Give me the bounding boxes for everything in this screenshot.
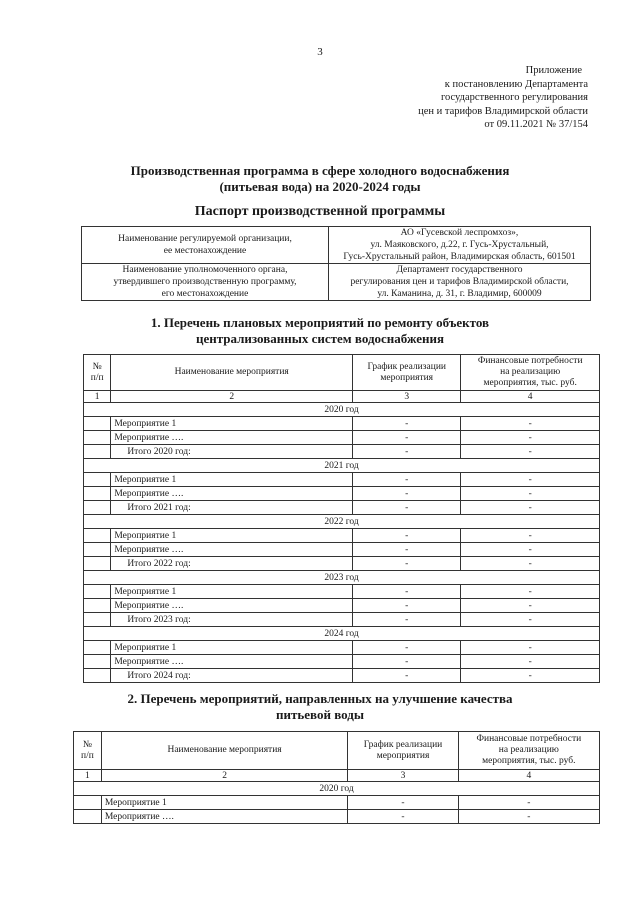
row-num [84,417,111,431]
total-row [84,501,600,515]
table-header-row [74,732,600,770]
row-num [84,473,111,487]
header-name: Наименование мероприятия [101,732,347,770]
row-num [84,487,111,501]
row-name: Мероприятие …. [111,487,353,501]
passport-label-line: ее местонахождение [163,246,247,256]
row-schedule: - [353,417,461,431]
appendix-line: к постановлению Департамента [444,78,588,90]
row-name: Итого 2022 год: [111,557,353,571]
section1-title [0,315,640,347]
document-title-line: Производственная программа в сфере холодного водоснабжения [130,163,510,178]
row-finance: - [461,529,600,543]
row-schedule: - [353,501,461,515]
row-schedule: - [353,529,461,543]
row-schedule: - [353,431,461,445]
row-finance: - [461,543,600,557]
row-num [84,501,111,515]
passport-label-line: Наименование регулируемой организации, [118,234,292,244]
row-name: Мероприятие 1 [111,529,353,543]
passport-heading: Паспорт производственной программы [194,204,446,219]
header-num-line: № [92,361,102,372]
row-name: Мероприятие 1 [111,417,353,431]
page-number: 3 [317,46,323,58]
row-name: Итого 2023 год: [111,613,353,627]
row-schedule: - [353,585,461,599]
row-schedule: - [353,641,461,655]
row-num [84,599,111,613]
year-label: 2020 год [84,403,600,417]
table-row [84,473,600,487]
row-finance: - [461,585,600,599]
appendix-line: Приложение [525,65,582,76]
passport-value [329,227,591,264]
table-row [84,543,600,557]
row-finance: - [461,655,600,669]
table-row [84,655,600,669]
passport-value-line: Департамент государственного [396,265,523,275]
passport-label-line: утвердившего производственную программу, [113,277,297,287]
document-title-line: (питьевая вода) на 2020-2024 годы [219,179,421,194]
row-schedule: - [353,473,461,487]
section2-title [0,691,640,723]
column-index: 1 [74,770,102,782]
header-finance [458,732,599,770]
appendix-line: цен и тарифов Владимирской области [418,105,588,117]
row-finance: - [461,487,600,501]
row-name: Мероприятие 1 [111,473,353,487]
header-num [84,355,111,391]
column-index-row [74,770,600,782]
row-num [74,810,102,824]
row-finance: - [461,417,600,431]
row-name: Мероприятие …. [111,431,353,445]
header-finance-line: Финансовые потребности [476,734,582,744]
passport-label-line: Наименование уполномоченного органа, [122,265,288,275]
table-row [74,796,600,810]
passport-value-line: АО «Гусевской леспромхоз», [400,228,519,238]
column-index: 4 [458,770,599,782]
header-schedule-line: График реализации [367,361,446,372]
header-name: Наименование мероприятия [111,355,353,391]
table-row [84,599,600,613]
row-num [74,796,102,810]
passport-label [82,227,329,264]
year-label: 2023 год [84,571,600,585]
table-row [74,810,600,824]
passport-label-line: его местонахождение [161,289,249,299]
header-schedule-line: мероприятия [380,372,434,383]
row-finance: - [461,501,600,515]
row-name: Мероприятие …. [111,543,353,557]
year-row [84,459,600,473]
row-schedule: - [353,557,461,571]
row-name: Мероприятие 1 [101,796,347,810]
table-row [84,585,600,599]
year-label: 2021 год [84,459,600,473]
column-index: 2 [101,770,347,782]
row-schedule: - [353,445,461,459]
passport-row [82,264,591,301]
row-finance: - [461,473,600,487]
year-label: 2022 год [84,515,600,529]
total-row [84,669,600,683]
row-finance: - [461,431,600,445]
row-finance: - [461,599,600,613]
row-name: Мероприятие 1 [111,641,353,655]
year-row [84,403,600,417]
passport-value-line: Гусь-Хрустальный район, Владимирская область, 601501 [343,252,576,262]
header-finance-line: Финансовые потребности [477,356,583,366]
row-finance: - [458,796,599,810]
table-row [84,487,600,501]
year-row [74,782,600,796]
row-name: Итого 2021 год: [111,501,353,515]
passport-label [82,264,329,301]
row-name: Итого 2024 год: [111,669,353,683]
year-row [84,515,600,529]
appendix-line: от 09.11.2021 № 37/154 [484,119,588,130]
column-index: 2 [111,391,353,403]
row-num [84,445,111,459]
header-num [74,732,102,770]
column-index: 4 [461,391,600,403]
row-schedule: - [353,543,461,557]
column-index-row [84,391,600,403]
section2-title-line: 2. Перечень мероприятий, направленных на улучшение качества [127,691,513,706]
section1-title-line: 1. Перечень плановых мероприятий по ремонту объектов [150,315,490,330]
header-schedule-line: мероприятия [376,750,430,761]
section1-title-line: централизованных систем водоснабжения [195,331,445,346]
row-name: Мероприятие …. [111,599,353,613]
row-name: Итого 2020 год: [111,445,353,459]
header-schedule [353,355,461,391]
year-row [84,571,600,585]
row-finance: - [461,445,600,459]
row-num [84,543,111,557]
header-num-line: п/п [81,750,94,761]
header-finance-line: на реализацию [500,367,561,377]
year-label: 2020 год [74,782,600,796]
row-num [84,431,111,445]
row-num [84,613,111,627]
row-schedule: - [353,613,461,627]
header-finance-line: мероприятия, тыс. руб. [483,378,577,388]
row-finance: - [461,557,600,571]
row-name: Мероприятие …. [101,810,347,824]
row-schedule: - [353,599,461,613]
column-index: 3 [353,391,461,403]
passport-value [329,264,591,301]
row-finance: - [461,641,600,655]
row-num [84,641,111,655]
total-row [84,557,600,571]
table-row [84,431,600,445]
row-num [84,557,111,571]
row-schedule: - [348,810,458,824]
column-index: 1 [84,391,111,403]
row-schedule: - [353,487,461,501]
table-header-row [84,355,600,391]
passport-value-line: регулирования цен и тарифов Владимирской области, [350,277,569,287]
row-schedule: - [353,655,461,669]
header-num-line: № [82,739,92,750]
appendix-block [418,64,588,132]
header-finance-line: на реализацию [498,745,559,755]
passport-value-line: ул. Каманина, д. 31, г. Владимир, 600009 [377,289,542,299]
total-row [84,613,600,627]
row-finance: - [458,810,599,824]
row-finance: - [461,613,600,627]
header-schedule [348,732,458,770]
year-row [84,627,600,641]
table-row [84,417,600,431]
water-quality-table [73,731,600,824]
year-label: 2024 год [84,627,600,641]
row-num [84,585,111,599]
total-row [84,445,600,459]
passport-value-line: ул. Маяковского, д.22, г. Гусь-Хрустальный, [370,240,549,250]
column-index: 3 [348,770,458,782]
row-num [84,655,111,669]
document-title [0,163,640,195]
header-schedule-line: График реализации [363,739,443,750]
header-finance [461,355,600,391]
header-num-line: п/п [90,372,104,383]
repair-plan-table [83,354,600,683]
row-schedule: - [348,796,458,810]
table-row [84,641,600,655]
row-name: Мероприятие 1 [111,585,353,599]
section2-title-line: питьевой воды [276,707,364,722]
row-name: Мероприятие …. [111,655,353,669]
row-schedule: - [353,669,461,683]
header-finance-line: мероприятия, тыс. руб. [482,756,576,766]
appendix-line: государственного регулирования [440,92,588,103]
row-num [84,529,111,543]
passport-table [81,226,591,301]
passport-row [82,227,591,264]
table-row [84,529,600,543]
row-num [84,669,111,683]
row-finance: - [461,669,600,683]
